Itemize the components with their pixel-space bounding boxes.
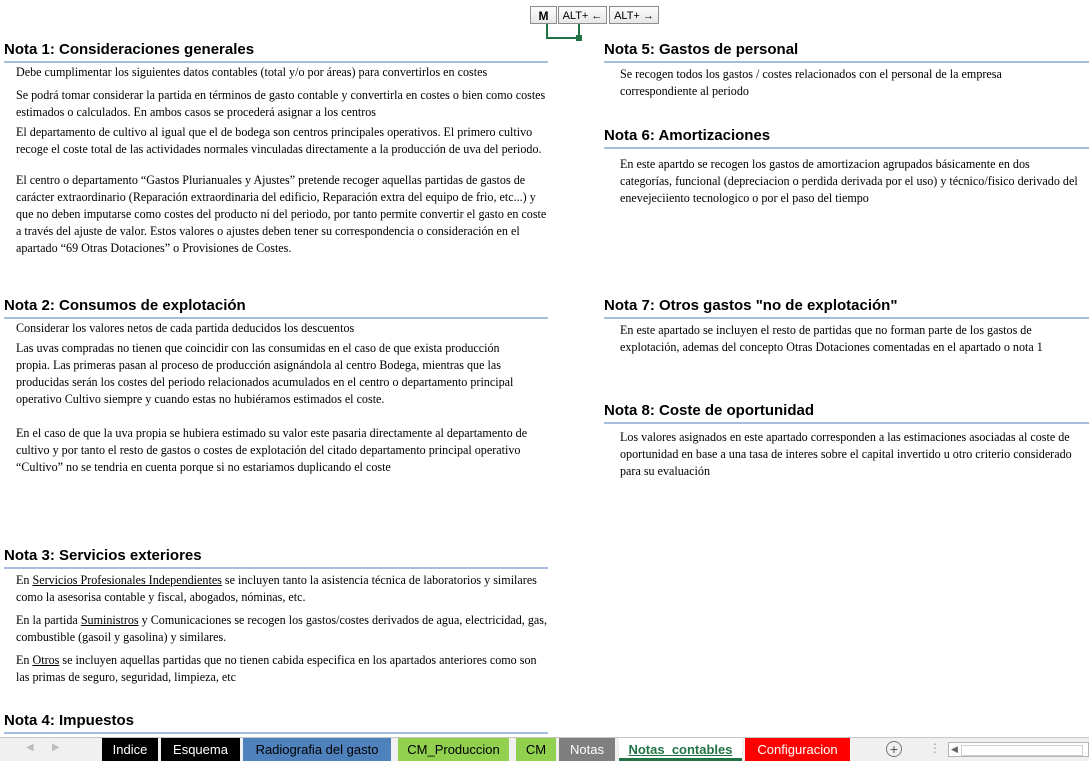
m-button[interactable]: M (530, 6, 557, 24)
scroll-left-icon[interactable]: ◀ (951, 744, 958, 754)
note-3-text: En (16, 653, 33, 667)
note-4-title: Nota 4: Impuestos (4, 712, 135, 729)
tab-notas[interactable]: Notas (559, 738, 615, 761)
tab-cm[interactable]: CM (516, 738, 556, 761)
servicios-profesionales-link: Servicios Profesionales Independientes (32, 573, 222, 587)
add-sheet-icon[interactable]: + (886, 741, 902, 757)
sheet-tab-bar (0, 737, 1089, 761)
note-3-text: En (16, 573, 33, 587)
note-6-title: Nota 6: Amortizaciones (604, 127, 771, 144)
tab-configuracion[interactable]: Configuracion (745, 738, 850, 761)
note-3-text: se incluyen tanto la asistencia técnica de laboratorios y similares como la asesorisa contable y fiscal, abogados, nóminas, etc. (16, 573, 537, 604)
note-1-paragraph: Se podrá tomar considerar la partida en términos de gasto contable y convertirla en costes o bien como costes estimados o calculados. En ambos casos se procederá asignar a los centros (16, 88, 546, 119)
note-3-text: y Comunicaciones se recogen los gastos/costes derivados de agua, electricidad, gas, combustible (gasoil y gasolina) y similares. (16, 613, 547, 644)
note-8-rule (604, 422, 1089, 424)
note-1-paragraph: El centro o departamento “Gastos Plurianuales y Ajustes” pretende recoger aquellas partidas de gastos de carácter extraordinario (Reparación extraordinaria del edificio, Reparación extra del equipo de frio, etc...) y que no deben imputarse como costes del producto ni del periodo, por tanto permite convertir el gasto en coste a través del ajuste de valor. Estos valores o ajustes deben tener su correspondencia o consideración en el apartado “69 Otras Dotaciones” o Provisiones de Costes. (16, 173, 547, 255)
note-1-paragraph: Debe cumplimentar los siguientes datos contables (total y/o por áreas) para convertirlos en costes (16, 65, 488, 79)
note-7-title: Nota 7: Otros gastos "no de explotación" (604, 297, 898, 314)
note-8-title: Nota 8: Coste de oportunidad (604, 402, 814, 419)
note-3-paragraph (16, 612, 551, 646)
tab-indice[interactable]: Indice (102, 738, 158, 761)
note-5-title: Nota 5: Gastos de personal (604, 41, 799, 58)
note-2-paragraph: En el caso de que la uva propia se hubiera estimado su valor este pasaria directamente al departamento de cultivo y por tanto el resto de gastos o costes de explotación del citado departamento principal operativo “Cultivo” no se tendria en cuenta porque si no estariamos duplicando el coste (16, 426, 528, 474)
alt-right-button[interactable]: ALT+ → (609, 6, 659, 24)
note-3-title: Nota 3: Servicios exteriores (4, 547, 202, 564)
note-4-rule (4, 732, 548, 734)
tab-notas-contables[interactable]: Notas_contables (619, 738, 742, 761)
shape-connector (546, 24, 580, 39)
note-6-rule (604, 147, 1089, 149)
note-1-paragraph: El departamento de cultivo al igual que el de bodega son centros principales operativos. El primero cultivo recoge el coste total de las actividades normales vinculadas directamente a la producción de uva del periodo. (16, 125, 542, 156)
note-3-paragraph (16, 572, 551, 606)
note-1-clipped-cell (0, 172, 552, 256)
horizontal-scrollbar[interactable] (948, 742, 1089, 757)
note-3-rule (4, 567, 548, 569)
tab-esquema[interactable]: Esquema (161, 738, 240, 761)
note-5-rule (604, 61, 1089, 63)
note-3-paragraph (16, 652, 551, 686)
scrollbar-thumb[interactable] (961, 745, 1083, 756)
note-6-paragraph: En este apartdo se recogen los gastos de amortizacion agrupados básicamente en dos categorías, funcional (depreciacion o perdida derivada por el uso) y técnico/fisico derivado del enevejeciiento tecnologico o por el paso del tiempo (620, 157, 1078, 205)
note-2-rule (4, 317, 548, 319)
note-1-rule (4, 61, 548, 63)
note-2-paragraph: Las uvas compradas no tienen que coincidir con las consumidas en el caso de que exista producción propia. Las primeras pasan al proceso de producción asignándola al centro Bodega, mientras que las producidas serán los costes del periodo relacionados acumulados en el centro o departamento principal operativo Cultivo siempre y cuando estas no hubiéramos estimados el coste. (16, 341, 514, 406)
note-3-text: En la partida (16, 613, 81, 627)
tab-radiografia-del-gasto[interactable]: Radiografia del gasto (243, 738, 391, 761)
scroll-tabs-left-icon[interactable]: ◀ (26, 742, 34, 753)
note-2-paragraph: Considerar los valores netos de cada partida deducidos los descuentos (16, 321, 355, 335)
note-1-title: Nota 1: Consideraciones generales (4, 41, 255, 58)
scroll-tabs-right-icon[interactable]: ▶ (52, 742, 60, 753)
note-5-paragraph: Se recogen todos los gastos / costes relacionados con el personal de la empresa correspondiente al periodo (620, 67, 1002, 98)
suministros-link: Suministros (80, 613, 139, 627)
alt-left-button[interactable]: ALT+ ← (558, 6, 607, 24)
note-7-rule (604, 317, 1089, 319)
more-options-icon[interactable]: ⋮ (929, 741, 941, 755)
note-2-title: Nota 2: Consumos de explotación (4, 297, 246, 314)
note-8-paragraph: Los valores asignados en este apartado corresponden a las estimaciones asociadas al coste de oportunidad en base a una tasa de interes sobre el capital invertido u otro criterio considerado para su evaluación (620, 430, 1072, 478)
note-7-paragraph: En este apartado se incluyen el resto de partidas que no forman parte de los gastos de explotación, ademas del concepto Otras Dotaciones comentadas en el apartado o nota 1 (620, 323, 1043, 354)
note-3-text: se incluyen aquellas partidas que no tienen cabida especifica en los apartados anteriores como son las primas de seguro, seguridad, limpieza, etc (16, 653, 537, 684)
tab-cm-produccion[interactable]: CM_Produccion (398, 738, 509, 761)
shape-handle[interactable] (576, 35, 582, 41)
otros-link: Otros (32, 653, 60, 667)
